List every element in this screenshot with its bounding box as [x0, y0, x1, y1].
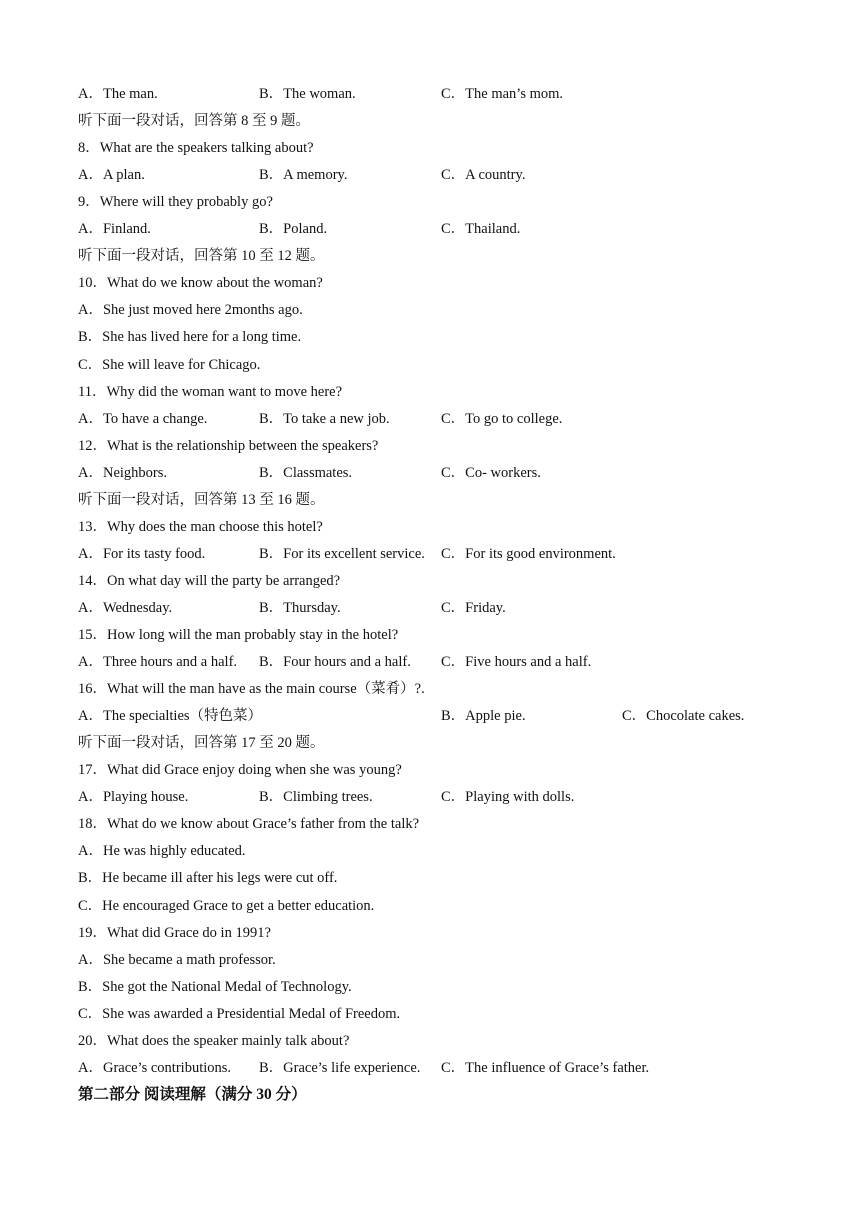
line-text: 14．On what day will the party be arranged? [78, 573, 341, 589]
option-row [78, 597, 820, 619]
text-line [78, 1003, 820, 1025]
line-text: 17．What did Grace enjoy doing when she was young? [78, 762, 402, 778]
option-c: C．The influence of Grace’s father. [441, 1060, 650, 1076]
line-text: 13．Why does the man choose this hotel? [78, 519, 323, 535]
option-a: A．For its tasty food. [78, 546, 206, 562]
option-row [78, 218, 820, 240]
line-text: B．She got the National Medal of Technology. [78, 979, 352, 995]
option-c: C．Chocolate cakes. [622, 708, 745, 724]
option-b: B．To take a new job. [259, 411, 390, 427]
line-text: A．She just moved here 2months ago. [78, 302, 303, 318]
option-c: C．A country. [441, 167, 526, 183]
option-b: B．Classmates. [259, 465, 353, 481]
option-row [78, 786, 820, 808]
line-text: 8．What are the speakers talking about? [78, 140, 314, 156]
line-text: 9．Where will they probably go? [78, 194, 273, 210]
option-b: B．A memory. [259, 167, 348, 183]
option-b: B．Climbing trees. [259, 789, 373, 805]
option-row [78, 705, 820, 727]
line-text: 听下面一段对话，回答第 8 至 9 题。 [78, 113, 310, 129]
option-c: C．Five hours and a half. [441, 654, 592, 670]
option-a: A．A plan. [78, 167, 145, 183]
text-line [78, 813, 820, 835]
option-a: A．To have a change. [78, 411, 208, 427]
line-text: A．He was highly educated. [78, 843, 246, 859]
text-line [78, 272, 820, 294]
text-line [78, 245, 820, 267]
text-line [78, 381, 820, 403]
text-line [78, 137, 820, 159]
option-b: B．Apple pie. [441, 708, 526, 724]
text-line [78, 1030, 820, 1052]
line-text: 听下面一段对话，回答第 10 至 12 题。 [78, 248, 325, 264]
line-text: 19．What did Grace do in 1991? [78, 925, 271, 941]
option-b: B．The woman. [259, 86, 356, 102]
text-line [78, 949, 820, 971]
line-text: 20．What does the speaker mainly talk about? [78, 1033, 350, 1049]
text-line [78, 191, 820, 213]
line-text: 听下面一段对话，回答第 17 至 20 题。 [78, 735, 325, 751]
text-line [78, 732, 820, 754]
line-text: 18．What do we know about Grace’s father from the talk? [78, 816, 420, 832]
option-c: C．Playing with dolls. [441, 789, 575, 805]
text-line [78, 867, 820, 889]
option-c: C．Friday. [441, 600, 506, 616]
option-row [78, 462, 820, 484]
option-row [78, 651, 820, 673]
option-c: C．To go to college. [441, 411, 563, 427]
option-row [78, 164, 820, 186]
text-line [78, 435, 820, 457]
option-a: A．The specialties（特色菜） [78, 708, 263, 724]
text-line [78, 895, 820, 917]
option-a: A．Finland. [78, 221, 151, 237]
line-text: C．He encouraged Grace to get a better education. [78, 898, 375, 914]
option-b: B．Four hours and a half. [259, 654, 411, 670]
option-c: C．For its good environment. [441, 546, 616, 562]
section-heading [78, 1084, 820, 1106]
option-row [78, 408, 820, 430]
text-line [78, 354, 820, 376]
option-row [78, 1057, 820, 1079]
text-line [78, 840, 820, 862]
line-text: 听下面一段对话，回答第 13 至 16 题。 [78, 492, 325, 508]
section-heading-text: 第二部分 阅读理解（满分 30 分） [78, 1086, 307, 1103]
text-line [78, 570, 820, 592]
line-text: 11．Why did the woman want to move here? [78, 384, 343, 400]
text-line [78, 922, 820, 944]
line-text: C．She was awarded a Presidential Medal of Freedom. [78, 1006, 401, 1022]
line-text: 10．What do we know about the woman? [78, 275, 323, 291]
option-a: A．Playing house. [78, 789, 189, 805]
option-c: C．The man’s mom. [441, 86, 564, 102]
line-text: A．She became a math professor. [78, 952, 276, 968]
line-text: B．He became ill after his legs were cut off. [78, 870, 338, 886]
text-line [78, 759, 820, 781]
option-b: B．Poland. [259, 221, 328, 237]
option-b: B．Thursday. [259, 600, 341, 616]
option-row [78, 543, 820, 565]
line-text: 15．How long will the man probably stay in the hotel? [78, 627, 399, 643]
text-line [78, 110, 820, 132]
option-a: A．Wednesday. [78, 600, 173, 616]
option-c: C．Co- workers. [441, 465, 541, 481]
option-a: A．Neighbors. [78, 465, 168, 481]
text-line [78, 624, 820, 646]
option-a: A．The man. [78, 86, 158, 102]
option-a: A．Grace’s contributions. [78, 1060, 232, 1076]
line-text: B．She has lived here for a long time. [78, 329, 302, 345]
text-line [78, 678, 820, 700]
line-text: C．She will leave for Chicago. [78, 357, 261, 373]
text-line [78, 326, 820, 348]
option-row [78, 83, 820, 105]
text-line [78, 976, 820, 998]
line-text: 16．What will the man have as the main course（菜肴）?. [78, 681, 425, 697]
option-c: C．Thailand. [441, 221, 521, 237]
text-line [78, 489, 820, 511]
text-line [78, 299, 820, 321]
option-b: B．For its excellent service. [259, 546, 425, 562]
text-line [78, 516, 820, 538]
option-b: B．Grace’s life experience. [259, 1060, 421, 1076]
option-a: A．Three hours and a half. [78, 654, 238, 670]
line-text: 12．What is the relationship between the speakers? [78, 438, 379, 454]
